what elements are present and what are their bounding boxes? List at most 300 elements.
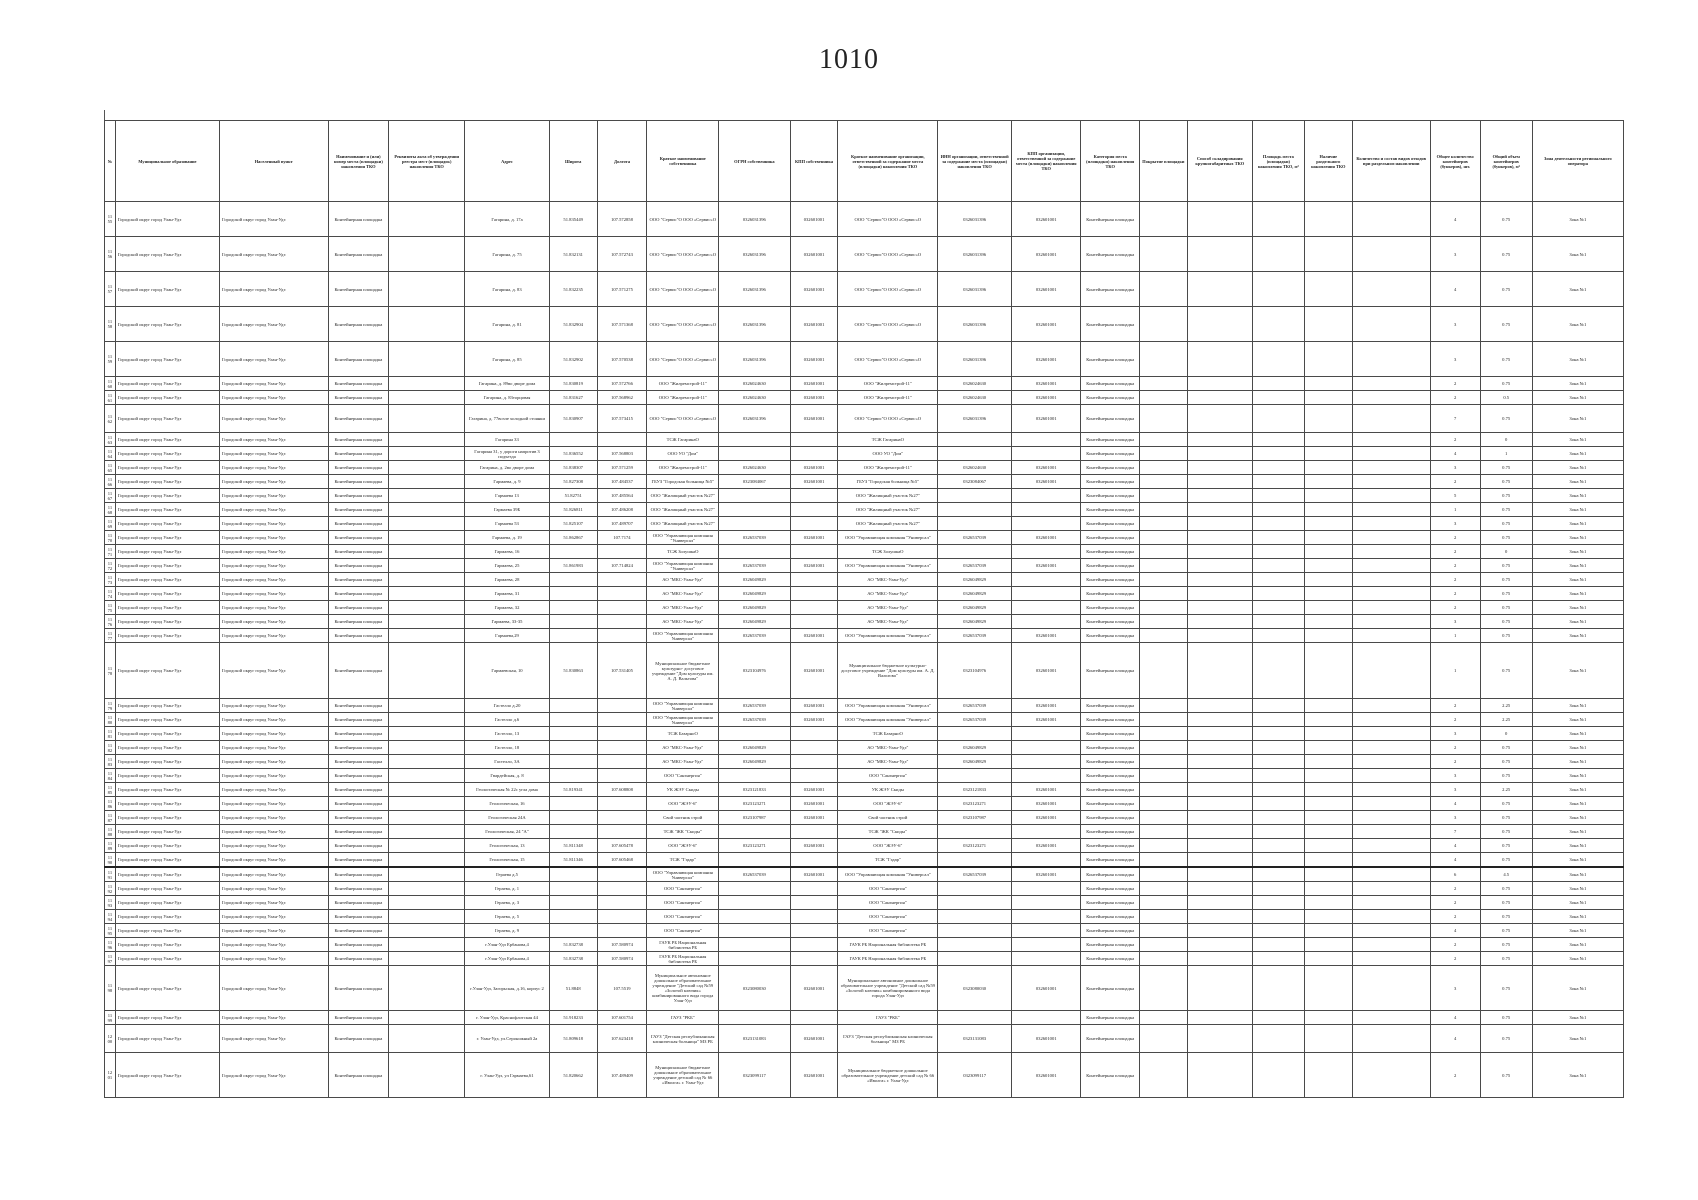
table-cell: 0326537039 bbox=[938, 867, 1012, 882]
table-cell: Контейнерная площадка bbox=[328, 783, 389, 797]
table-cell bbox=[1304, 489, 1352, 503]
table-cell: 1184 bbox=[105, 769, 116, 783]
table-cell: 107.568803 bbox=[597, 447, 647, 461]
table-cell: Городской округ город Улан-Удэ bbox=[115, 545, 219, 559]
table-cell: Контейнерная площадка bbox=[328, 952, 389, 966]
table-cell bbox=[719, 853, 791, 868]
table-cell: 032601001 bbox=[1011, 559, 1080, 573]
table-cell: 3 bbox=[1430, 342, 1480, 377]
table-cell: Городской округ город Улан-Удэ bbox=[220, 755, 329, 769]
table-cell: УК ЖЭУ Скиды bbox=[647, 783, 719, 797]
column-header: Наличие раздельного накопления ТКО bbox=[1304, 121, 1352, 202]
table-cell bbox=[389, 433, 465, 447]
table-cell: ООО "Сервис"О ООО «Сервис»О bbox=[838, 237, 938, 272]
table-row bbox=[105, 713, 1624, 727]
table-cell: Контейнерная площадка bbox=[328, 237, 389, 272]
table-cell bbox=[1187, 202, 1252, 237]
table-cell: Контейнерная площадка bbox=[1081, 741, 1140, 755]
table-cell: 0323080030 bbox=[719, 966, 791, 1011]
table-cell bbox=[1011, 924, 1080, 938]
table-cell: Городской округ город Улан-Удэ bbox=[220, 727, 329, 741]
table-cell: 032601001 bbox=[790, 391, 838, 405]
table-cell bbox=[1252, 461, 1304, 475]
table-cell bbox=[1140, 867, 1188, 882]
table-cell: Контейнерная площадка bbox=[328, 531, 389, 545]
table-cell: Гармаева 53 bbox=[465, 517, 550, 531]
table-row bbox=[105, 1053, 1624, 1098]
table-cell: Контейнерная площадка bbox=[1081, 307, 1140, 342]
table-cell bbox=[1304, 952, 1352, 966]
table-cell bbox=[1252, 377, 1304, 391]
table-cell: 032601001 bbox=[790, 643, 838, 699]
table-cell: Контейнерная площадка bbox=[1081, 811, 1140, 825]
table-cell: АО "МКС-Улан-Удэ" bbox=[647, 587, 719, 601]
table-cell: Городской округ город Улан-Удэ bbox=[115, 783, 219, 797]
table-cell: Контейнерная площадка bbox=[1081, 202, 1140, 237]
table-cell: Городской округ город Улан-Удэ bbox=[115, 377, 219, 391]
table-cell bbox=[389, 447, 465, 461]
table-cell: 032601001 bbox=[1011, 202, 1080, 237]
table-cell: ООО "Управляющая компания "Универсал" bbox=[838, 629, 938, 643]
table-header-row bbox=[105, 121, 1624, 202]
table-cell: Гастелло д.6 bbox=[465, 713, 550, 727]
table-cell: ТСЖ ЗолушкаО bbox=[647, 545, 719, 559]
table-cell: ООО "Управляющая компания "Универсал" bbox=[838, 559, 938, 573]
table-cell: 032601001 bbox=[790, 629, 838, 643]
table-cell: Геологическая, 13 bbox=[465, 839, 550, 853]
table-cell bbox=[1304, 755, 1352, 769]
table-cell: 0326537039 bbox=[938, 629, 1012, 643]
table-cell: 107.580974 bbox=[597, 938, 647, 952]
table-cell: Зона №1 bbox=[1532, 559, 1623, 573]
table-cell: 1179 bbox=[105, 699, 116, 713]
table-cell: 0326031396 bbox=[938, 202, 1012, 237]
table-cell: ТСЖ ГагаринаО bbox=[647, 433, 719, 447]
table-cell bbox=[389, 629, 465, 643]
table-cell: Муниципальное бюджетное дошкольное образовательное учреждение детский сад № 66 «Иволга» г. Улан-Удэ bbox=[838, 1053, 938, 1098]
table-cell: Городской округ город Улан-Удэ bbox=[115, 1011, 219, 1025]
table-cell bbox=[938, 517, 1012, 531]
table-cell: Контейнерная площадка bbox=[328, 447, 389, 461]
table-cell: 3 bbox=[1430, 769, 1480, 783]
table-cell: Контейнерная площадка bbox=[1081, 952, 1140, 966]
table-cell: 51.819341 bbox=[549, 783, 597, 797]
table-cell bbox=[1187, 924, 1252, 938]
table-cell: Городской округ город Улан-Удэ bbox=[220, 699, 329, 713]
table-cell: Городской округ город Улан-Удэ bbox=[115, 475, 219, 489]
table-cell: 032601001 bbox=[1011, 377, 1080, 391]
table-cell bbox=[1304, 643, 1352, 699]
table-cell bbox=[938, 853, 1012, 868]
table-cell bbox=[1352, 1025, 1430, 1053]
table-cell: 1200 bbox=[105, 1025, 116, 1053]
table-cell: 0.75 bbox=[1480, 342, 1532, 377]
table-cell: ООО "Сервис"О ООО «Сервис»О bbox=[647, 202, 719, 237]
table-cell bbox=[1352, 517, 1430, 531]
table-cell: Зона №1 bbox=[1532, 475, 1623, 489]
column-header: Категория места (площадки) накопления ТКО bbox=[1081, 121, 1140, 202]
table-cell bbox=[549, 825, 597, 839]
table-cell bbox=[1352, 433, 1430, 447]
column-header: КПП собственника bbox=[790, 121, 838, 202]
table-cell bbox=[1140, 342, 1188, 377]
table-cell bbox=[938, 910, 1012, 924]
table-cell: 032601001 bbox=[1011, 629, 1080, 643]
table-cell bbox=[1140, 952, 1188, 966]
table-cell: ГАУЗ "РКБ" bbox=[838, 1011, 938, 1025]
table-cell: 2 bbox=[1430, 391, 1480, 405]
table-cell bbox=[1352, 896, 1430, 910]
table-cell bbox=[597, 545, 647, 559]
table-cell: Гагарина, д. 89во дворе дома bbox=[465, 377, 550, 391]
table-cell: 51.832235 bbox=[549, 272, 597, 307]
table-cell: ООО "Жилищный участок №27" bbox=[647, 503, 719, 517]
table-cell bbox=[1187, 573, 1252, 587]
table-cell: 1158 bbox=[105, 307, 116, 342]
table-cell bbox=[790, 853, 838, 868]
table-cell: Гастелло, 18 bbox=[465, 741, 550, 755]
table-cell bbox=[549, 601, 597, 615]
table-cell: Городской округ город Улан-Удэ bbox=[115, 1053, 219, 1098]
table-cell: 0323131083 bbox=[938, 1025, 1012, 1053]
table-cell: ГБУЗ "Городская больница №5" bbox=[647, 475, 719, 489]
table-cell: 0326537039 bbox=[938, 559, 1012, 573]
table-cell: 032601001 bbox=[790, 202, 838, 237]
table-cell: Контейнерная площадка bbox=[1081, 1025, 1140, 1053]
table-cell bbox=[719, 910, 791, 924]
table-cell bbox=[1140, 1053, 1188, 1098]
table-cell bbox=[597, 573, 647, 587]
table-cell bbox=[1252, 272, 1304, 307]
table-row bbox=[105, 342, 1624, 377]
table-cell: Контейнерная площадка bbox=[1081, 461, 1140, 475]
table-row bbox=[105, 755, 1624, 769]
table-cell: Контейнерная площадка bbox=[328, 272, 389, 307]
table-cell bbox=[1304, 545, 1352, 559]
table-cell: 1165 bbox=[105, 461, 116, 475]
table-cell: 0326024630 bbox=[938, 461, 1012, 475]
table-cell: Гагарина, д. 81 bbox=[465, 307, 550, 342]
table-cell bbox=[1140, 405, 1188, 433]
table-cell: ТСЖ "ЖК "Скиды" bbox=[838, 825, 938, 839]
table-cell bbox=[1187, 952, 1252, 966]
table-cell: ООО "Санэнергия" bbox=[647, 882, 719, 896]
table-cell: Гагарина, д. 83торцовая bbox=[465, 391, 550, 405]
table-cell: 0326031396 bbox=[938, 272, 1012, 307]
table-row bbox=[105, 741, 1624, 755]
table-cell bbox=[1187, 461, 1252, 475]
table-cell bbox=[1140, 573, 1188, 587]
table-cell: Гагарина 33 bbox=[465, 433, 550, 447]
table-cell bbox=[1352, 342, 1430, 377]
table-cell: Зона №1 bbox=[1532, 545, 1623, 559]
table-cell bbox=[1011, 587, 1080, 601]
table-cell: 0.75 bbox=[1480, 825, 1532, 839]
table-row bbox=[105, 629, 1624, 643]
table-cell bbox=[1011, 573, 1080, 587]
table-cell bbox=[549, 896, 597, 910]
table-cell: 032601001 bbox=[1011, 797, 1080, 811]
table-cell bbox=[389, 237, 465, 272]
table-cell bbox=[549, 910, 597, 924]
table-cell bbox=[597, 867, 647, 882]
table-cell bbox=[1140, 938, 1188, 952]
table-cell: Контейнерная площадка bbox=[328, 713, 389, 727]
table-cell: 0.75 bbox=[1480, 237, 1532, 272]
table-cell bbox=[1304, 475, 1352, 489]
table-row bbox=[105, 503, 1624, 517]
table-cell: 0326537039 bbox=[719, 713, 791, 727]
table-cell bbox=[389, 587, 465, 601]
table-cell: 51.827308 bbox=[549, 475, 597, 489]
table-cell bbox=[549, 629, 597, 643]
table-cell: Контейнерная площадка bbox=[328, 769, 389, 783]
table-cell bbox=[1140, 461, 1188, 475]
table-cell: Городской округ город Улан-Удэ bbox=[115, 531, 219, 545]
table-cell bbox=[938, 938, 1012, 952]
table-cell bbox=[1011, 825, 1080, 839]
table-cell: 0323123271 bbox=[938, 839, 1012, 853]
table-cell bbox=[389, 924, 465, 938]
table-row bbox=[105, 727, 1624, 741]
table-cell bbox=[790, 769, 838, 783]
table-row bbox=[105, 475, 1624, 489]
table-cell: 1 bbox=[1430, 503, 1480, 517]
table-cell: Контейнерная площадка bbox=[328, 202, 389, 237]
table-cell: Геологическая, 15 bbox=[465, 853, 550, 868]
table-cell bbox=[389, 405, 465, 433]
table-cell bbox=[1352, 461, 1430, 475]
table-cell: АО "МКС-Улан-Удэ" bbox=[647, 755, 719, 769]
table-cell: Контейнерная площадка bbox=[328, 559, 389, 573]
table-cell: 032601001 bbox=[1011, 783, 1080, 797]
table-cell: Городской округ город Улан-Удэ bbox=[220, 587, 329, 601]
table-cell: Контейнерная площадка bbox=[328, 755, 389, 769]
table-cell bbox=[1252, 783, 1304, 797]
table-cell: 107.605478 bbox=[597, 839, 647, 853]
table-cell: 1168 bbox=[105, 503, 116, 517]
table-row bbox=[105, 545, 1624, 559]
table-cell: Городской округ город Улан-Удэ bbox=[115, 629, 219, 643]
table-cell: ООО "Санэнергия" bbox=[838, 882, 938, 896]
table-cell: 107.571275 bbox=[597, 272, 647, 307]
table-cell: Городской округ город Улан-Удэ bbox=[220, 938, 329, 952]
table-cell: Гармаева, 28 bbox=[465, 573, 550, 587]
table-cell: Контейнерная площадка bbox=[328, 545, 389, 559]
column-header: Краткое наименование собственника bbox=[647, 121, 719, 202]
table-cell bbox=[1304, 713, 1352, 727]
table-cell: ООО "Управляющая компания Универсал" bbox=[647, 629, 719, 643]
table-cell: 0326537039 bbox=[938, 713, 1012, 727]
table-cell: Гармаева, 33-35 bbox=[465, 615, 550, 629]
table-cell bbox=[1252, 727, 1304, 741]
table-cell bbox=[1304, 601, 1352, 615]
table-cell bbox=[1187, 727, 1252, 741]
table-cell: 0323121833 bbox=[938, 783, 1012, 797]
table-cell bbox=[1187, 769, 1252, 783]
table-cell: ООО "Санэнергия" bbox=[647, 896, 719, 910]
table-row bbox=[105, 769, 1624, 783]
table-cell bbox=[1140, 882, 1188, 896]
table-cell: 0326049829 bbox=[938, 601, 1012, 615]
table-cell: 032601001 bbox=[1011, 461, 1080, 475]
table-cell: Контейнерная площадка bbox=[1081, 727, 1140, 741]
table-cell: Гармаева,29 bbox=[465, 629, 550, 643]
table-cell bbox=[1252, 924, 1304, 938]
table-cell: 0.75 bbox=[1480, 741, 1532, 755]
table-cell: Городской округ город Улан-Удэ bbox=[220, 545, 329, 559]
table-cell: АО "МКС-Улан-Удэ" bbox=[838, 755, 938, 769]
table-cell: 0.75 bbox=[1480, 475, 1532, 489]
table-cell bbox=[1352, 966, 1430, 1011]
table-cell: ООО "Управляющая компания "Универсал" bbox=[838, 713, 938, 727]
table-cell bbox=[389, 727, 465, 741]
table-cell: Контейнерная площадка bbox=[1081, 272, 1140, 307]
table-cell: Городской округ город Улан-Удэ bbox=[220, 377, 329, 391]
table-cell: 3 bbox=[1430, 517, 1480, 531]
table-cell: 107.5519 bbox=[597, 966, 647, 1011]
table-cell bbox=[790, 755, 838, 769]
table-cell: 032601001 bbox=[790, 377, 838, 391]
table-cell: Городской округ город Улан-Удэ bbox=[115, 825, 219, 839]
table-cell: ООО "Жилремстрой-11" bbox=[647, 461, 719, 475]
table-cell bbox=[1252, 202, 1304, 237]
table-cell: Городской округ город Улан-Удэ bbox=[220, 769, 329, 783]
table-cell bbox=[1187, 601, 1252, 615]
table-cell bbox=[1304, 615, 1352, 629]
table-cell bbox=[1352, 825, 1430, 839]
table-cell: 1177 bbox=[105, 629, 116, 643]
table-cell bbox=[719, 517, 791, 531]
table-cell: 107.573415 bbox=[597, 405, 647, 433]
table-cell: Зона №1 bbox=[1532, 517, 1623, 531]
table-cell: Городской округ город Улан-Удэ bbox=[220, 272, 329, 307]
table-cell bbox=[1252, 433, 1304, 447]
table-cell bbox=[549, 545, 597, 559]
table-cell: Контейнерная площадка bbox=[328, 405, 389, 433]
table-cell: 2 bbox=[1430, 713, 1480, 727]
table-cell: 2 bbox=[1430, 573, 1480, 587]
table-cell bbox=[389, 475, 465, 489]
column-header: Площадь места (площадки) накопления ТКО, м² bbox=[1252, 121, 1304, 202]
column-header: Способ складирования крупногабаритных ТКО bbox=[1187, 121, 1252, 202]
table-cell: 0.75 bbox=[1480, 938, 1532, 952]
table-cell bbox=[1352, 237, 1430, 272]
table-cell: 032601001 bbox=[1011, 307, 1080, 342]
table-cell bbox=[719, 1011, 791, 1025]
column-header: КПП организации, ответственной за содержание места (площадки) накопления ТКО bbox=[1011, 121, 1080, 202]
table-cell bbox=[1352, 545, 1430, 559]
table-cell: 0.75 bbox=[1480, 1025, 1532, 1053]
table-cell: 0326024630 bbox=[938, 391, 1012, 405]
table-cell: АО "МКС-Улан-Удэ" bbox=[647, 601, 719, 615]
table-cell bbox=[719, 447, 791, 461]
table-cell: Городской округ город Улан-Удэ bbox=[220, 867, 329, 882]
table-cell: Зона №1 bbox=[1532, 755, 1623, 769]
table-cell: Контейнерная площадка bbox=[1081, 783, 1140, 797]
table-cell bbox=[389, 741, 465, 755]
table-row bbox=[105, 307, 1624, 342]
table-cell: ООО "Управляющая компания "Универсал" bbox=[838, 699, 938, 713]
table-cell: Городской округ город Улан-Удэ bbox=[115, 699, 219, 713]
table-cell bbox=[1011, 517, 1080, 531]
table-cell: 0.75 bbox=[1480, 405, 1532, 433]
column-header: Муниципальное образование bbox=[115, 121, 219, 202]
table-cell bbox=[1140, 1025, 1188, 1053]
table-left-rule bbox=[104, 110, 105, 120]
table-cell: 032601001 bbox=[790, 272, 838, 307]
table-cell bbox=[549, 615, 597, 629]
table-cell bbox=[790, 601, 838, 615]
table-cell bbox=[1252, 1053, 1304, 1098]
table-cell bbox=[389, 896, 465, 910]
table-cell bbox=[597, 615, 647, 629]
table-cell: Свой частник строй bbox=[647, 811, 719, 825]
table-cell: Муниципальное автономное дошкольное образовательное учреждение "Детский сад №59 «Золотой ключик» комбинированного вида города Улан-Удэ bbox=[647, 966, 719, 1011]
table-cell: 2 bbox=[1430, 938, 1480, 952]
table-cell: 1166 bbox=[105, 475, 116, 489]
table-cell: 4.5 bbox=[1480, 867, 1532, 882]
table-cell bbox=[1140, 839, 1188, 853]
table-row bbox=[105, 966, 1624, 1011]
table-cell: 51.832738 bbox=[549, 952, 597, 966]
table-cell: 4 bbox=[1430, 202, 1480, 237]
table-cell: 0326537039 bbox=[719, 559, 791, 573]
table-cell bbox=[597, 755, 647, 769]
table-cell bbox=[1011, 489, 1080, 503]
table-cell bbox=[1352, 202, 1430, 237]
table-cell: 1181 bbox=[105, 727, 116, 741]
table-cell bbox=[1352, 839, 1430, 853]
table-cell: ООО "Управляющая компания Универсал" bbox=[647, 713, 719, 727]
table-cell: 51.830819 bbox=[549, 377, 597, 391]
table-cell bbox=[719, 503, 791, 517]
table-cell: Контейнерная площадка bbox=[328, 307, 389, 342]
table-cell: 51.836552 bbox=[549, 447, 597, 461]
table-cell bbox=[1252, 629, 1304, 643]
table-cell: ООО УО "Дом" bbox=[838, 447, 938, 461]
table-cell bbox=[1252, 643, 1304, 699]
table-cell bbox=[1304, 272, 1352, 307]
table-cell: Контейнерная площадка bbox=[1081, 867, 1140, 882]
table-cell: ООО "Жилищный участок №27" bbox=[647, 517, 719, 531]
table-cell bbox=[389, 811, 465, 825]
table-cell: Зона №1 bbox=[1532, 237, 1623, 272]
table-cell: Городской округ город Улан-Удэ bbox=[220, 811, 329, 825]
table-row bbox=[105, 461, 1624, 475]
table-cell bbox=[1304, 517, 1352, 531]
table-cell: 032601001 bbox=[1011, 237, 1080, 272]
table-cell: Контейнерная площадка bbox=[328, 377, 389, 391]
table-cell: Гармаева, д. 9 bbox=[465, 475, 550, 489]
table-cell: Зона №1 bbox=[1532, 342, 1623, 377]
table-cell: ООО "Санэнергия" bbox=[647, 769, 719, 783]
table-cell: ТСЖ ГагаринаО bbox=[838, 433, 938, 447]
table-cell: Городской округ город Улан-Удэ bbox=[115, 573, 219, 587]
table-cell: Городской округ город Улан-Удэ bbox=[115, 461, 219, 475]
table-cell bbox=[389, 461, 465, 475]
table-cell bbox=[389, 545, 465, 559]
table-cell bbox=[597, 811, 647, 825]
table-cell: Контейнерная площадка bbox=[328, 391, 389, 405]
table-cell: Контейнерная площадка bbox=[328, 643, 389, 699]
table-cell bbox=[597, 924, 647, 938]
table-row bbox=[105, 952, 1624, 966]
table-cell: Зона №1 bbox=[1532, 601, 1623, 615]
table-cell: 032601001 bbox=[1011, 531, 1080, 545]
table-cell: 0 bbox=[1480, 545, 1532, 559]
table-cell: 1 bbox=[1430, 629, 1480, 643]
